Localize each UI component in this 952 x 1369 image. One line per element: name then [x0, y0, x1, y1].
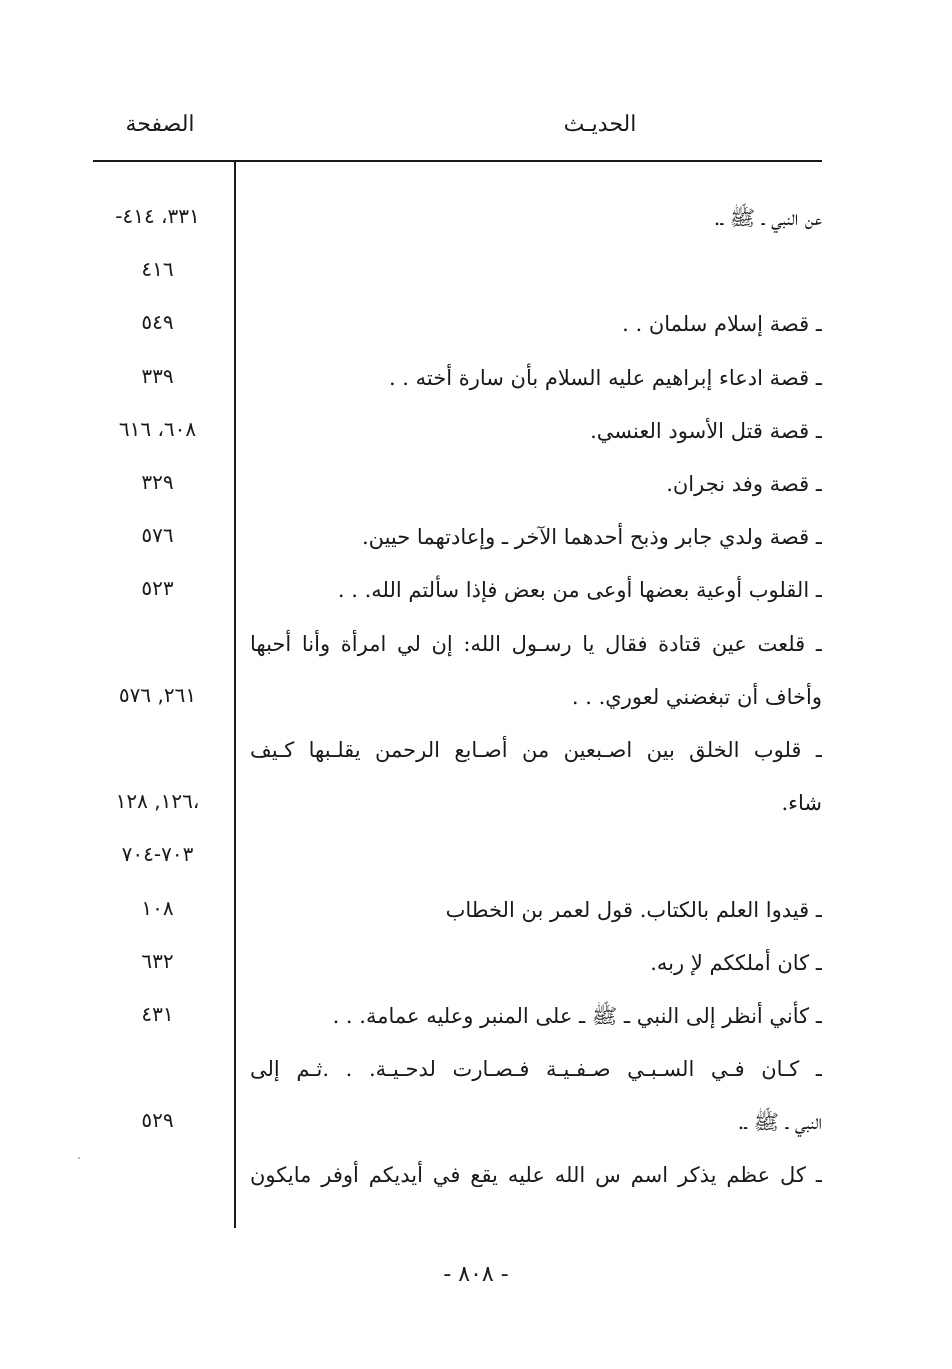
scan-speck: [78, 1157, 80, 1159]
page-ref: ٣٣٩: [141, 364, 174, 388]
page-ref: ٥٧٦: [141, 523, 174, 547]
hadith-line: ـ كـان فـي السـبـي صـفـيـة فـصـارت لدحـيـة. . .ثـم إلى: [250, 1057, 822, 1081]
page-ref: ١٢٦, ١٢٨،: [115, 789, 200, 813]
hadith-line: [250, 245, 822, 297]
page-ref: ٥٤٩: [141, 310, 174, 334]
hadith-line: ـ قصة وفد نجران.: [666, 472, 822, 496]
page-ref: ٥٢٩: [141, 1108, 174, 1132]
hadith-line: وأخاف أن تبغضني لعوري. . .: [571, 685, 822, 709]
hadith-line: النبي ـ ﷺ ـ.: [737, 1110, 822, 1134]
page-ref: ٦٣٢: [141, 949, 174, 973]
page-ref: [90, 616, 225, 668]
page-ref: ٤٣١: [141, 1002, 174, 1026]
hadith-line: ـ قصة إسلام سلمان . .: [622, 312, 822, 336]
hadith-line: ـ كل عظم يذكر اسم س الله عليه يقع في أيديكم أوفر مايكون: [250, 1163, 822, 1187]
page-ref: ٧٠٣-٧٠٤: [121, 842, 194, 866]
page-ref: ١٠٨: [141, 896, 174, 920]
page-ref: ٦٠٨، ٦١٦: [118, 417, 197, 441]
header-rule: [93, 160, 822, 162]
hadith-line: ـ قصة ادعاء إبراهيم عليه السلام بأن سارة أخته . .: [388, 366, 822, 390]
hadith-line: ـ قلوب الخلق بين اصـبعين من أصـابع الرحمن يقلـبها كـيف: [250, 738, 822, 762]
page-ref: ٣٢٩: [141, 470, 174, 494]
page-column-header: الصفحة: [125, 112, 195, 137]
hadith-line: [250, 830, 822, 882]
page-ref: [90, 1147, 225, 1199]
page-ref: ٥٢٣: [141, 576, 174, 600]
page-ref: ٢٦١, ٥٧٦: [118, 683, 197, 707]
hadith-line: عن النبي ـ ﷺ ـ.: [713, 206, 822, 230]
hadith-line: شاء.: [781, 791, 822, 815]
page-number: - ٨٠٨ -: [443, 1262, 509, 1287]
page-ref: [90, 1041, 225, 1093]
hadith-line: ـ القلوب أوعية بعضها أوعى من بعض فإذا سألتم الله. . .: [337, 578, 822, 602]
hadith-column-header: الحديـث: [563, 112, 637, 137]
page-ref: -٣٣١، ٤١٤: [115, 204, 200, 228]
hadith-line: ـ قلعت عين قتادة فقال يا رسـول الله: إن لي امرأة وأنا أحبها: [250, 632, 822, 656]
hadith-line: ـ قصة ولدي جابر وذبح أحدهما الآخر ـ وإعادتهما حيين.: [361, 525, 822, 549]
hadith-line: ـ كان أملككم لإ ربه.: [650, 951, 822, 975]
page-ref: [90, 722, 225, 774]
hadith-line: ـ كأني أنظر إلى النبي ـ ﷺ ـ على المنبر وعليه عمامة. . .: [332, 1004, 822, 1028]
hadith-line: ـ قيدوا العلم بالكتاب. قول لعمر بن الخطاب: [445, 898, 822, 922]
column-divider: [234, 162, 236, 1228]
hadith-line: ـ قصة قتل الأسود العنسي.: [590, 419, 822, 443]
page-ref: ٤١٦: [141, 257, 174, 281]
